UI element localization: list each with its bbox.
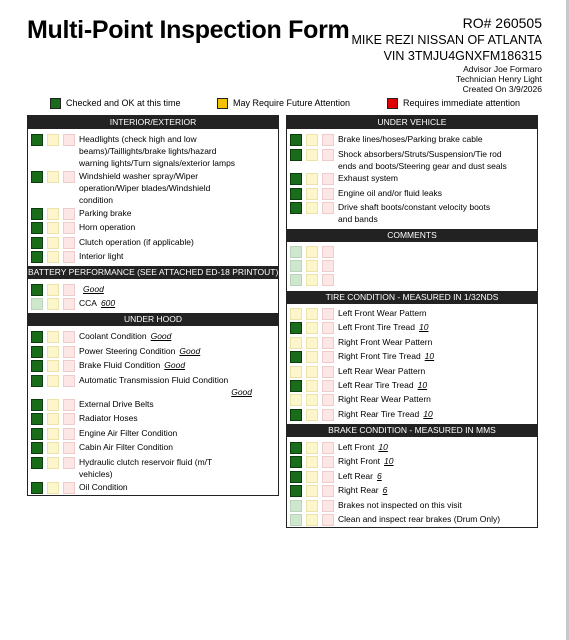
ok-checkbox[interactable]: [290, 202, 302, 214]
ok-checkbox[interactable]: [31, 222, 43, 234]
under-vehicle-item: [287, 133, 537, 147]
section-header-under-vehicle: UNDER VEHICLE: [287, 116, 537, 129]
future-checkbox[interactable]: [47, 428, 59, 440]
underhood-item: [28, 441, 278, 455]
label-line: Horn operation: [79, 222, 136, 232]
underhood-item: [28, 456, 278, 482]
immediate-checkbox[interactable]: [63, 482, 75, 494]
brake-item: [287, 441, 537, 455]
battery-item: [28, 297, 278, 311]
item-label: [338, 201, 531, 225]
tire-item: [287, 350, 537, 364]
immediate-checkbox[interactable]: [63, 346, 75, 358]
item-label: [338, 393, 531, 405]
item-label: [338, 470, 531, 482]
immediate-checkbox[interactable]: [63, 399, 75, 411]
immediate-checkbox[interactable]: [322, 202, 334, 214]
ok-checkbox[interactable]: [290, 149, 302, 161]
immediate-checkbox[interactable]: [63, 251, 75, 263]
future-checkbox[interactable]: [306, 456, 318, 468]
item-label: [79, 481, 272, 493]
label-line: Exhaust system: [338, 173, 398, 183]
interior-item: [28, 250, 278, 264]
immediate-checkbox[interactable]: [63, 331, 75, 343]
underhood-item: [28, 359, 278, 373]
label-line: Headlights (check high and low: [79, 134, 197, 144]
legend-ok: [50, 96, 181, 110]
section-header-underhood: UNDER HOOD: [28, 313, 278, 326]
immediate-checkbox[interactable]: [63, 134, 75, 146]
interior-item: [28, 236, 278, 250]
ro-label: RO#: [462, 15, 492, 31]
ok-checkbox[interactable]: [290, 134, 302, 146]
item-label: [79, 221, 272, 233]
vin-number: 3TMJU4GNXFM186315: [407, 49, 542, 63]
immediate-checkbox[interactable]: [322, 471, 334, 483]
future-checkbox[interactable]: [306, 149, 318, 161]
item-text: Radiator Hoses: [79, 413, 138, 423]
under-vehicle-item: [287, 172, 537, 186]
item-text: Right Front Tire Tread: [338, 351, 421, 361]
future-checkbox[interactable]: [306, 485, 318, 497]
legend-ok-swatch: [50, 98, 61, 109]
legend-immediate-label: Requires immediate attention: [403, 98, 521, 108]
ok-checkbox[interactable]: [31, 134, 43, 146]
brake-item: [287, 455, 537, 469]
item-label: [79, 441, 272, 453]
technician-label: Technician: [455, 74, 497, 84]
repair-order: [463, 15, 542, 31]
item-label: [79, 398, 272, 410]
immediate-checkbox[interactable]: [322, 188, 334, 200]
ok-checkbox[interactable]: [31, 413, 43, 425]
advisor-line: [463, 64, 542, 74]
item-label: [338, 307, 531, 319]
label-line: vehicles): [79, 469, 113, 479]
immediate-checkbox[interactable]: [63, 222, 75, 234]
immediate-checkbox[interactable]: [63, 171, 75, 183]
label-line: Hydraulic clutch reservoir fluid (m/T: [79, 457, 213, 467]
future-checkbox[interactable]: [47, 457, 59, 469]
immediate-checkbox[interactable]: [322, 380, 334, 392]
item-value: 10: [384, 456, 394, 466]
section-header-tire: TIRE CONDITION - MEASURED IN 1/32NDS: [287, 291, 537, 304]
created-date: 3/9/2026: [508, 84, 542, 94]
immediate-checkbox[interactable]: [322, 351, 334, 363]
immediate-checkbox[interactable]: [63, 413, 75, 425]
future-checkbox[interactable]: [306, 409, 318, 421]
future-checkbox[interactable]: [47, 237, 59, 249]
item-label: [79, 170, 272, 206]
item-label: [79, 207, 272, 219]
label-line: Parking brake: [79, 208, 132, 218]
immediate-checkbox[interactable]: [63, 457, 75, 469]
interior-item: [28, 133, 278, 171]
item-label: [79, 250, 272, 262]
item-text: Left Front: [338, 442, 375, 452]
ok-checkbox[interactable]: [31, 298, 43, 310]
item-value: Good: [231, 387, 252, 397]
future-checkbox[interactable]: [306, 246, 318, 258]
ok-checkbox[interactable]: [31, 284, 43, 296]
item-label: [338, 484, 531, 496]
immediate-checkbox[interactable]: [63, 208, 75, 220]
item-value: 600: [100, 298, 116, 308]
item-label: [79, 412, 272, 424]
advisor-name: Joe Formaro: [493, 64, 542, 74]
immediate-checkbox[interactable]: [322, 514, 334, 526]
under-vehicle-item: [287, 201, 537, 227]
item-text: Left Rear Wear Pattern: [338, 366, 426, 376]
tire-item: [287, 379, 537, 393]
future-checkbox[interactable]: [47, 442, 59, 454]
ok-checkbox[interactable]: [290, 366, 302, 378]
item-text: Right Rear Tire Tread: [338, 409, 420, 419]
item-text: Brakes not inspected on this visit: [338, 500, 462, 510]
item-value: Good: [164, 360, 186, 370]
label-line: Brake lines/hoses/Parking brake cable: [338, 134, 483, 144]
left-panel: [27, 115, 279, 496]
item-label: [338, 499, 531, 511]
label-line: Windshield washer spray/Wiper: [79, 171, 199, 181]
immediate-checkbox[interactable]: [322, 308, 334, 320]
item-text: External Drive Belts: [79, 399, 154, 409]
label-line: condition: [79, 195, 114, 205]
item-label: [338, 172, 531, 184]
ok-checkbox[interactable]: [290, 308, 302, 320]
dealer-name: MIKE REZI NISSAN OF ATLANTA: [351, 33, 542, 47]
future-checkbox[interactable]: [306, 337, 318, 349]
item-label: [338, 321, 531, 333]
future-checkbox[interactable]: [306, 322, 318, 334]
item-label: [338, 441, 531, 453]
future-checkbox[interactable]: [306, 366, 318, 378]
under-vehicle-item: [287, 187, 537, 201]
ok-checkbox[interactable]: [290, 471, 302, 483]
ok-checkbox[interactable]: [31, 331, 43, 343]
brake-item: [287, 499, 537, 513]
future-checkbox[interactable]: [306, 134, 318, 146]
label-line: operation/Wiper blades/Windshield: [79, 183, 211, 193]
ok-checkbox[interactable]: [31, 428, 43, 440]
tire-item: [287, 365, 537, 379]
ok-checkbox[interactable]: [290, 456, 302, 468]
future-checkbox[interactable]: [47, 375, 59, 387]
label-line: ends and boots/Steering gear and dust seals: [338, 161, 507, 171]
item-value: 10: [423, 409, 433, 419]
item-label: [338, 187, 531, 199]
section-header-interior: INTERIOR/EXTERIOR: [28, 116, 278, 129]
item-text: Cabin Air Filter Condition: [79, 442, 174, 452]
brake-item: [287, 513, 537, 527]
ok-checkbox[interactable]: [290, 409, 302, 421]
under-vehicle-item: [287, 148, 537, 174]
item-label: [79, 133, 272, 169]
immediate-checkbox[interactable]: [322, 442, 334, 454]
future-checkbox[interactable]: [47, 360, 59, 372]
item-text: Automatic Transmission Fluid Condition: [79, 375, 229, 385]
immediate-checkbox[interactable]: [322, 246, 334, 258]
future-checkbox[interactable]: [306, 351, 318, 363]
ok-checkbox[interactable]: [290, 188, 302, 200]
label-line: Clutch operation (if applicable): [79, 237, 194, 247]
ro-number: 260505: [495, 15, 542, 31]
future-checkbox[interactable]: [47, 284, 59, 296]
item-label: [338, 133, 531, 145]
item-label: [338, 365, 531, 377]
future-checkbox[interactable]: [306, 500, 318, 512]
immediate-checkbox[interactable]: [322, 456, 334, 468]
ok-checkbox[interactable]: [290, 246, 302, 258]
label-line: Shock absorbers/Struts/Suspension/Tie rod: [338, 149, 502, 159]
item-text: Left Rear: [338, 471, 373, 481]
future-checkbox[interactable]: [306, 380, 318, 392]
item-text: Right Front Wear Pattern: [338, 337, 433, 347]
ok-checkbox[interactable]: [31, 237, 43, 249]
immediate-checkbox[interactable]: [322, 337, 334, 349]
immediate-checkbox[interactable]: [322, 394, 334, 406]
section-header-comments: COMMENTS: [287, 229, 537, 242]
ok-checkbox[interactable]: [290, 500, 302, 512]
item-value: Good: [150, 331, 172, 341]
section-header-battery: BATTERY PERFORMANCE (SEE ATTACHED ED-18 PRINTOUT): [28, 267, 279, 277]
ok-checkbox[interactable]: [290, 173, 302, 185]
technician-name: Henry Light: [498, 74, 542, 84]
brake-item: [287, 470, 537, 484]
item-value: 6: [382, 485, 388, 495]
future-checkbox[interactable]: [47, 413, 59, 425]
item-label: [79, 427, 272, 439]
label-line: warning lights/Turn signals/exterior lamps: [79, 158, 236, 168]
battery-item: [28, 283, 278, 297]
item-label: [338, 513, 531, 525]
immediate-checkbox[interactable]: [322, 485, 334, 497]
item-label: [79, 359, 272, 371]
item-label: [338, 379, 531, 391]
comment-row: [287, 245, 537, 259]
item-label: [79, 236, 272, 248]
item-label: [338, 148, 531, 172]
future-checkbox[interactable]: [47, 331, 59, 343]
comment-row: [287, 273, 537, 287]
label-line: beams)/Taillights/brake lights/hazard: [79, 146, 217, 156]
ok-checkbox[interactable]: [290, 322, 302, 334]
immediate-checkbox[interactable]: [322, 173, 334, 185]
item-text: Engine Air Filter Condition: [79, 428, 178, 438]
future-checkbox[interactable]: [306, 394, 318, 406]
future-checkbox[interactable]: [306, 274, 318, 286]
vin-line: [384, 49, 542, 63]
ok-checkbox[interactable]: [31, 171, 43, 183]
immediate-checkbox[interactable]: [322, 274, 334, 286]
legend-future-swatch: [217, 98, 228, 109]
immediate-checkbox[interactable]: [63, 442, 75, 454]
item-value: Good: [83, 284, 104, 294]
label-line: and bands: [338, 214, 378, 224]
immediate-checkbox[interactable]: [322, 149, 334, 161]
item-value: 10: [417, 380, 428, 390]
ok-checkbox[interactable]: [290, 274, 302, 286]
advisor-label: Advisor: [463, 64, 492, 74]
legend-future: [217, 96, 350, 110]
immediate-checkbox[interactable]: [322, 366, 334, 378]
ok-checkbox[interactable]: [31, 360, 43, 372]
immediate-checkbox[interactable]: [63, 298, 75, 310]
item-label: [79, 330, 272, 342]
legend-immediate: [387, 96, 520, 110]
item-value: Good: [179, 346, 201, 356]
interior-item: [28, 207, 278, 221]
right-panel: [286, 115, 538, 528]
item-text: Left Front Wear Pattern: [338, 308, 427, 318]
future-checkbox[interactable]: [47, 222, 59, 234]
item-label: [79, 297, 272, 309]
ok-checkbox[interactable]: [290, 337, 302, 349]
tire-item: [287, 321, 537, 335]
immediate-checkbox[interactable]: [322, 500, 334, 512]
ok-checkbox[interactable]: [290, 351, 302, 363]
tire-item: [287, 307, 537, 321]
item-text: CCA: [79, 298, 97, 308]
item-value: 10: [378, 442, 388, 452]
future-checkbox[interactable]: [306, 173, 318, 185]
ok-checkbox[interactable]: [31, 399, 43, 411]
immediate-checkbox[interactable]: [322, 322, 334, 334]
item-label: [79, 283, 272, 295]
ok-checkbox[interactable]: [290, 260, 302, 272]
label-line: Engine oil and/or fluid leaks: [338, 188, 442, 198]
legend-immediate-swatch: [387, 98, 398, 109]
immediate-checkbox[interactable]: [63, 237, 75, 249]
label-line: Interior light: [79, 251, 124, 261]
created-label: Created On: [462, 84, 507, 94]
legend-ok-label: Checked and OK at this time: [66, 98, 181, 108]
item-label: [79, 345, 272, 357]
immediate-checkbox[interactable]: [63, 284, 75, 296]
future-checkbox[interactable]: [47, 171, 59, 183]
ok-checkbox[interactable]: [31, 208, 43, 220]
ok-checkbox[interactable]: [31, 251, 43, 263]
item-text: Right Front: [338, 456, 381, 466]
future-checkbox[interactable]: [47, 251, 59, 263]
vin-label: VIN: [383, 49, 405, 63]
future-checkbox[interactable]: [306, 471, 318, 483]
underhood-item: [28, 481, 278, 495]
immediate-checkbox[interactable]: [63, 360, 75, 372]
item-value: 6: [376, 471, 382, 481]
item-value: 10: [424, 351, 435, 361]
item-label: [338, 408, 531, 420]
future-checkbox[interactable]: [47, 208, 59, 220]
item-label: [338, 455, 531, 467]
future-checkbox[interactable]: [47, 399, 59, 411]
tire-item: [287, 393, 537, 407]
immediate-checkbox[interactable]: [322, 134, 334, 146]
future-checkbox[interactable]: [47, 298, 59, 310]
tire-item: [287, 336, 537, 350]
item-text: Left Rear Tire Tread: [338, 380, 414, 390]
item-text: Clean and inspect rear brakes (Drum Only): [338, 514, 501, 524]
item-text: Right Rear Wear Pattern: [338, 394, 431, 404]
ok-checkbox[interactable]: [290, 380, 302, 392]
interior-item: [28, 170, 278, 208]
underhood-item: [28, 374, 278, 400]
brake-item: [287, 484, 537, 498]
underhood-item: [28, 398, 278, 412]
future-checkbox[interactable]: [47, 482, 59, 494]
created-line: [463, 84, 542, 94]
ok-checkbox[interactable]: [31, 442, 43, 454]
future-checkbox[interactable]: [306, 442, 318, 454]
comment-row: [287, 259, 537, 273]
tire-item: [287, 408, 537, 422]
item-label: [79, 374, 272, 398]
underhood-item: [28, 345, 278, 359]
ok-checkbox[interactable]: [31, 346, 43, 358]
ok-checkbox[interactable]: [290, 394, 302, 406]
form-title: Multi-Point Inspection Form: [27, 16, 350, 44]
interior-item: [28, 221, 278, 235]
future-checkbox[interactable]: [306, 514, 318, 526]
item-text: Right Rear: [338, 485, 379, 495]
item-label: [79, 456, 272, 480]
immediate-checkbox[interactable]: [322, 260, 334, 272]
ok-checkbox[interactable]: [290, 514, 302, 526]
ok-checkbox[interactable]: [290, 485, 302, 497]
ok-checkbox[interactable]: [31, 375, 43, 387]
underhood-item: [28, 330, 278, 344]
item-label: [338, 350, 531, 362]
legend-future-label: May Require Future Attention: [233, 98, 351, 108]
future-checkbox[interactable]: [306, 308, 318, 320]
section-header-brake: BRAKE CONDITION - MEASURED IN MMS: [287, 424, 537, 437]
technician-line: [456, 74, 542, 84]
immediate-checkbox[interactable]: [63, 428, 75, 440]
item-text: Coolant Condition: [79, 331, 147, 341]
future-checkbox[interactable]: [47, 346, 59, 358]
future-checkbox[interactable]: [306, 260, 318, 272]
immediate-checkbox[interactable]: [322, 409, 334, 421]
future-checkbox[interactable]: [306, 188, 318, 200]
underhood-item: [28, 427, 278, 441]
item-text: Brake Fluid Condition: [79, 360, 161, 370]
item-value: 10: [419, 322, 429, 332]
ok-checkbox[interactable]: [31, 457, 43, 469]
item-text: Power Steering Condition: [79, 346, 176, 356]
immediate-checkbox[interactable]: [63, 375, 75, 387]
underhood-item: [28, 412, 278, 426]
item-text: Left Front Tire Tread: [338, 322, 416, 332]
future-checkbox[interactable]: [306, 202, 318, 214]
ok-checkbox[interactable]: [31, 482, 43, 494]
future-checkbox[interactable]: [47, 134, 59, 146]
item-label: [338, 336, 531, 348]
item-text: Oil Condition: [79, 482, 128, 492]
ok-checkbox[interactable]: [290, 442, 302, 454]
label-line: Drive shaft boots/constant velocity boots: [338, 202, 491, 212]
